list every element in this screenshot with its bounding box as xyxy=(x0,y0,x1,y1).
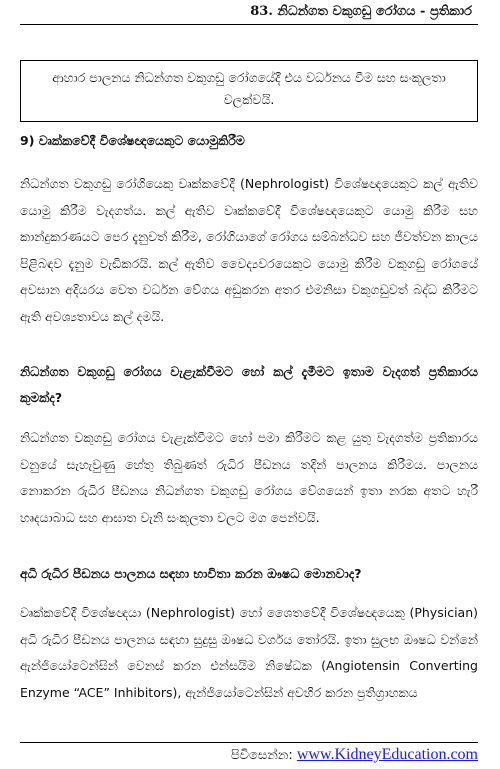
footer-divider xyxy=(20,742,478,743)
question-1-heading: නිධන්ගත වකුගඩු රෝගය වැළැක්වීමට හෝ කල් දැමීමට ඉතාම වැදගත් ප්‍රතිකාරය කුමක්ද? xyxy=(20,364,478,405)
page-header xyxy=(20,0,478,25)
question-2-heading: අධි රුධිර පීඩනය පාලනය සඳහා භාවිතා කරන ඖෂධ මොනවාද? xyxy=(20,566,362,581)
section-9-heading: 9) වෘක්කවේදී විශේෂඥයෙකුට යොමුකිරීම xyxy=(20,133,245,148)
page-footer xyxy=(231,746,478,764)
footer-label: පිවිසෙන්න: xyxy=(230,748,297,763)
callout-text: ආහාර පාලනය නිධන්ගත වකුගඩු රෝගයේදී එය වර්ධනය වීම සහ සංකූලතා වලක්වයි. xyxy=(52,70,446,107)
section-9-paragraph: නිධන්ගත වකුගඩු රෝගියෙකු වෘක්කවේදී (Nephrologist) විශේෂඥයෙකුට කල් ඇතිව යොමු කිරීම වැදගත්ය. කල් ඇතිව වෘක්කවේදී විශේෂඥයෙකුට යොමු කිරීම සහ කාන්දුකරණයට පෙර දැනුවත් කිරීම, රෝගියාගේ රෝගය සම්බන්ධව සහ ජීවත්වන කාලය පිළිබඳව දැනුම වැඩිකරයි. කල් ඇතිව වෛද්‍යවරයෙකුට යොමු කිරීම වකුගඩු රෝගයේ අවසාන අදියරය වෙත වර්ධන වේගය අඩුකරන අතර එමනිසා වකුගඩුවත් බද්ධ කිරීමට ඇති අවශ්‍යතාවය කල් දමයි. xyxy=(20,176,478,324)
callout-box xyxy=(20,60,478,122)
question-1-paragraph: නිධන්ගත වකුගඩු රෝගය වැළැක්වීමට හෝ පමා කිරීමට කළ යුතු වැදගත්ම ප්‍රතිකාරය වනුයේ සැහැවුණු හේතු තිබුණත් රුධිර පීඩනය තදින් පාලනය කිරීමය. පාලනය නොකරන රුධිර පීඩනය නිධන්ගත වකුගඩු රෝගය වේගයෙන් ඉතා නරක අතට හැරී හෘදයාබාධ සහ ආඝාත වැනි සංකූලතා වලට මග පෙන්වයි. xyxy=(20,430,478,525)
section-9 xyxy=(20,131,478,151)
question-2-paragraph: වෘක්කවේදී විශේෂඥයා (Nephrologist) හෝ ශෛතවේදී විශේෂඥයෙකු (Physician) අධි රුධිර පීඩනය පාලනය සඳහා සුදුසු ඖෂධ වර්ගය තෝරයි. ඉතා සුලභ ඖෂධ වන්නේ ඇන්ජියෝටෙන්සින් වෙනස් කරන එන්සයිම නිෂේධක (Angiotensin Converting Enzyme “ACE” Inhibitors), ඇන්ජියෝටෙන්සින් අවහිර කරන ප්‍රතිග්‍රාහකය xyxy=(20,605,478,700)
website-link[interactable]: www.KidneyEducation.com xyxy=(296,746,478,763)
page-title: 83. නිධන්ගත වකුගඩු රෝගය - ප්‍රතිකාර xyxy=(250,4,472,19)
